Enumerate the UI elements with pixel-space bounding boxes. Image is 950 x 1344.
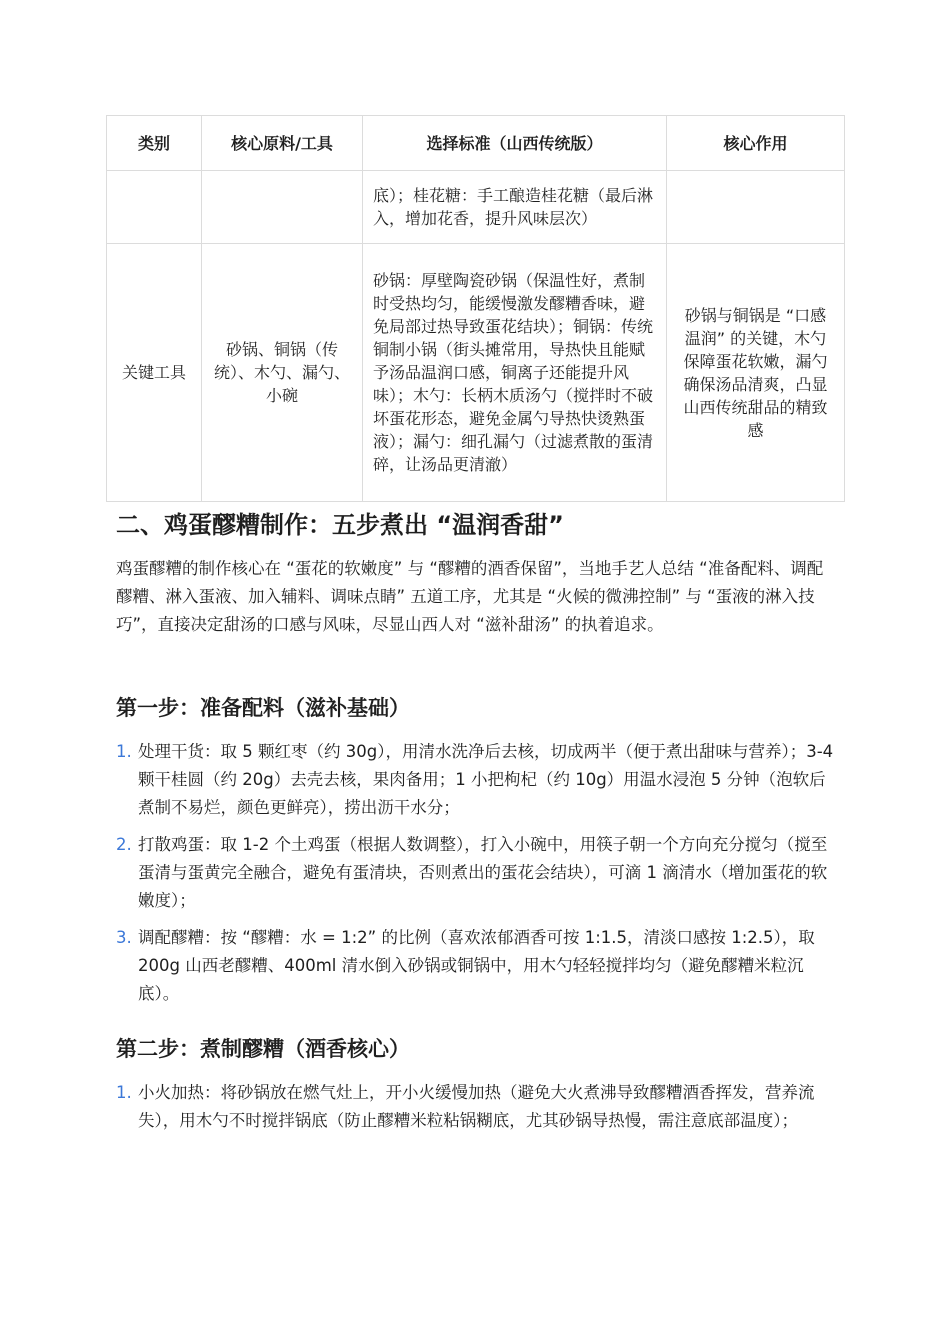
header-role: 核心作用: [667, 116, 845, 171]
cell-role: [667, 171, 845, 244]
cell-category: 关键工具: [107, 244, 202, 502]
cell-category: [107, 171, 202, 244]
list-item: [116, 738, 836, 822]
list-text: 调配醪糟：按 “醪糟：水 = 1:2” 的比例（喜欢浓郁酒香可按 1:1.5，清淡口感按 1:2.5），取 200g 山西老醪糟、400ml 清水倒入砂锅或铜锅中，用木勺轻轻搅拌均匀（避免醪糟米粒沉底）。: [138, 928, 815, 1003]
cell-standard: 砂锅：厚壁陶瓷砂锅（保温性好，煮制时受热均匀，能缓慢激发醪糟香味，避免局部过热导致蛋花结块）；铜锅：传统铜制小锅（街头摊常用，导热快且能赋予汤品温润口感，铜离子还能提升风味）；木勺：长柄木质汤勺（搅拌时不破坏蛋花形态，避免金属勺导热快烫熟蛋液）；漏勺：细孔漏勺（过滤煮散的蛋清碎，让汤品更清澈）: [363, 244, 667, 502]
header-standard: 选择标准（山西传统版）: [363, 116, 667, 171]
table-row: [107, 171, 845, 244]
step2-list: [116, 1079, 836, 1144]
list-text: 处理干货：取 5 颗红枣（约 30g），用清水洗净后去核，切成两半（便于煮出甜味与营养）；3-4 颗干桂圆（约 20g）去壳去核，果肉备用；1 小把枸杞（约 10g）用温水浸泡 5 分钟（泡软后煮制不易烂，颜色更鲜亮），捞出沥干水分；: [138, 742, 834, 817]
list-number: 1.: [116, 742, 132, 761]
cell-standard: 底）；桂花糖：手工酿造桂花糖（最后淋入，增加花香，提升风味层次）: [363, 171, 667, 244]
header-items: 核心原料/工具: [202, 116, 363, 171]
step1-heading: 第一步：准备配料（滋补基础）: [116, 696, 410, 720]
table-header-row: [107, 116, 845, 171]
table-row: [107, 244, 845, 502]
step1-list: [116, 738, 836, 1017]
list-item: [116, 1079, 836, 1135]
list-text: 打散鸡蛋：取 1-2 个土鸡蛋（根据人数调整），打入小碗中，用筷子朝一个方向充分搅匀（搅至蛋清与蛋黄完全融合，避免有蛋清块，否则煮出的蛋花会结块），可滴 1 滴清水（增加蛋花的软嫩度）；: [138, 835, 828, 910]
ingredients-tools-table: [106, 115, 845, 502]
list-number: 1.: [116, 1083, 132, 1102]
list-number: 3.: [116, 928, 132, 947]
list-text: 小火加热：将砂锅放在燃气灶上，开小火缓慢加热（避免大火煮沸导致醪糟酒香挥发，营养流失），用木勺不时搅拌锅底（防止醪糟米粒粘锅糊底，尤其砂锅导热慢，需注意底部温度）；: [138, 1083, 815, 1130]
section-intro: 鸡蛋醪糟的制作核心在 “蛋花的软嫩度” 与 “醪糟的酒香保留”，当地手艺人总结 “准备配料、调配醪糟、淋入蛋液、加入辅料、调味点睛” 五道工序，尤其是 “火候的微沸控制” 与 “蛋液的淋入技巧”，直接决定甜汤的口感与风味，尽显山西人对 “滋补甜汤” 的执着追求。: [116, 559, 824, 634]
cell-items: 砂锅、铜锅（传统）、木勺、漏勺、小碗: [202, 244, 363, 502]
list-number: 2.: [116, 835, 132, 854]
cell-role: 砂锅与铜锅是 “口感温润” 的关键，木勺保障蛋花软嫩，漏勺确保汤品清爽，凸显山西传统甜品的精致感: [667, 244, 845, 502]
header-category: 类别: [107, 116, 202, 171]
section-heading: 二、鸡蛋醪糟制作：五步煮出 “温润香甜”: [116, 511, 564, 539]
cell-items: [202, 171, 363, 244]
list-item: [116, 831, 836, 915]
step2-heading: 第二步：煮制醪糟（酒香核心）: [116, 1037, 410, 1061]
list-item: [116, 924, 836, 1008]
